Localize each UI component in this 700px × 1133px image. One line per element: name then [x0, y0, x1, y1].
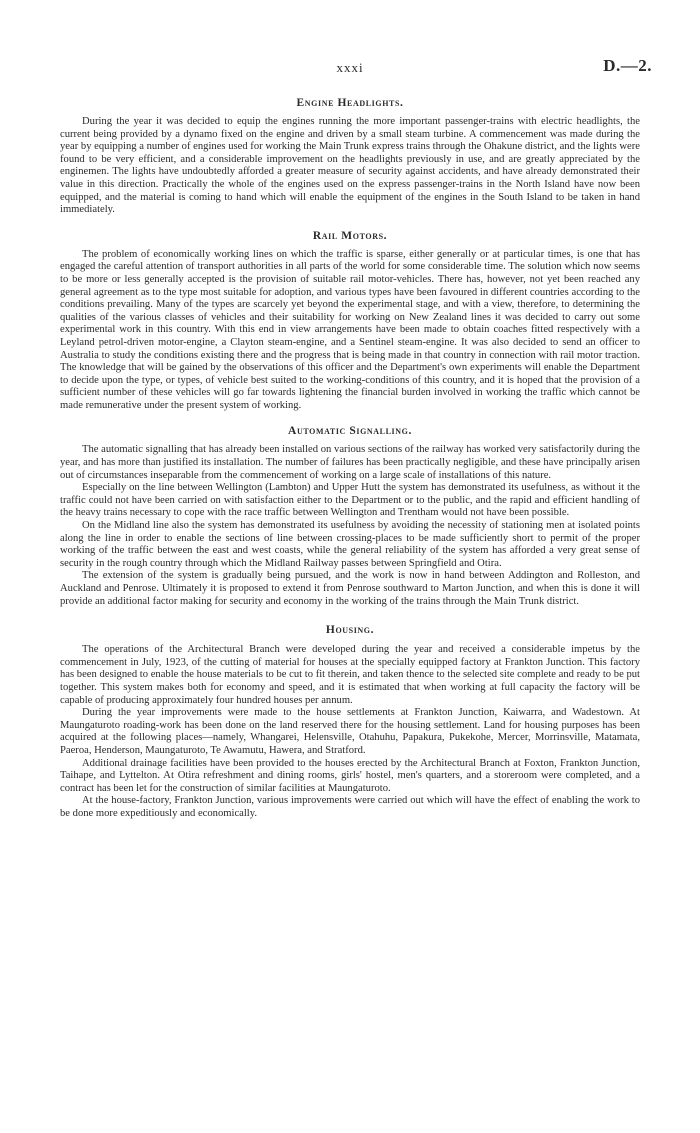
page-number: xxxi: [336, 60, 364, 75]
paragraph: The automatic signalling that has already been installed on various sections of the railway has worked very satisfactorily during the year, and has more than justified its installation. The number of failures has been practically negligible, and these have principally arisen out of circumstances inseparable from the commencement of working on a large scale of installations of this nature.: [60, 444, 640, 481]
paragraph: Additional drainage facilities have been provided to the houses erected by the Architectural Branch at Foxton, Frankton Junction, Taihape, and Lyttelton. At Otira refreshment and dining rooms, girls' hostel, men's quarters, and a storeroom were completed, and a contract has been let for the construction of similar facilities at Maungaturoto.: [60, 757, 640, 794]
section-heading: Rail Motors.: [312, 229, 388, 242]
section-housing: [60, 623, 640, 820]
paragraph: On the Midland line also the system has demonstrated its usefulness by avoiding the necessity of stationing men at isolated points along the line in order to enable the sections of line between crossing-places to be made sufficiently short to permit of the proper working of the traffic between the east and west coasts, while the general reliability of the system has afforded a very great sense of security in the rough country through which the Midland Railway passes between Springfield and Otira.: [60, 520, 640, 569]
section-heading: Engine Headlights.: [296, 97, 404, 109]
paragraph: During the year improvements were made to the house settlements at Frankton Junction, Kaiwarra, and Wadestown. At Maungaturoto roading-work has been done on the land reserved there for the housing settlement. Land for housing purposes has been acquired at the following places—namely, Whangarei, Helensville, Otahuhu, Papakura, Pukekohe, Mercer, Morrinsville, Matamata, Paeroa, Henderson, Maungaturoto, Te Awamutu, Hawera, and Stratford.: [60, 707, 640, 756]
paragraph: During the year it was decided to equip the engines running the more important passenger-trains with electric headlights, the current being provided by a dynamo fixed on the engine and driven by a small steam turbine. A commencement was made during the year by equipping a number of engines used for working the Main Trunk express trains through the Ohakune district, and the lights were found to be very efficient, and a considerable improvement on the headlights previously in use, and are greatly appreciated by the enginemen. The lights have undoubtedly afforded a greater measure of security against accidents, and have already demonstrated their value in this direction. Practically the whole of the engines used on the express passenger-trains in the North Island have now been equipped, and the material is coming to hand which will enable the equipment of the engines in the South Island to be taken in hand immediately.: [60, 116, 640, 216]
paragraph: The extension of the system is gradually being pursued, and the work is now in hand between Addington and Rolleston, and Auckland and Penrose. Ultimately it is proposed to extend it from Penrose southward to Marton Junction, and when this is done it will provide an additional factor making for security and economy in the working of the trains through the Main Trunk district.: [60, 570, 640, 607]
paragraph: Especially on the line between Wellington (Lambton) and Upper Hutt the system has demonstrated its usefulness, as without it the traffic could not have been carried on with satisfaction either to the Department or to the public, and the rapid and efficient handling of the heavy trains necessary to cope with the race traffic between Wellington and Trentham would not have been possible.: [60, 482, 640, 519]
paragraph: The operations of the Architectural Branch were developed during the year and received a considerable impetus by the commencement in July, 1923, of the cutting of material for houses at the specially equipped factory at Frankton Junction. This factory has been designed to enable the house materials to be cut to fit therein, and taken thence to the selected site complete and ready to be put together. This system makes both for economy and speed, and it is estimated that when working at full capacity the factory will be capable of producing approximately four hundred houses per annum.: [60, 644, 640, 706]
document-body: [60, 96, 640, 821]
section-heading: Housing.: [325, 624, 375, 637]
paragraph: The problem of economically working lines on which the traffic is sparse, either generally or at particular times, is one that has engaged the careful attention of transport authorities in all parts of the world for some considerable time. The solution which now seems to be more or less generally accepted is the provision of suitable rail motor-vehicles. There has, however, not yet been reached any general agreement as to the type most suitable for adoption, and various types have been favoured in different countries according to the conditions prevailing. Many of the types are scarcely yet beyond the experimental stage, and with a view, therefore, to determining the qualities of the various classes of vehicles and their suitability for working on New Zealand lines it was decided to carry out some experimental work in this country. With this end in view arrangements have been made to obtain coaches fitted respectively with a Leyland petrol-driven motor-engine, a Clayton steam-engine, and a Sentinel steam-engine. It was also decided to send an officer to Australia to study the conditions existing there and the progress that is being made in that country in connection with rail motor traction. The knowledge that will be gained by the observations of this officer and the Department's own experiments will enable the Department to decide upon the type, or types, of vehicle best suited to the working-conditions of this country, and it is hoped that the provision of a sufficient number of these vehicles will go far towards lightening the financial burden involved in working the traffic which cannot be made remunerative under the present system of working.: [60, 248, 640, 411]
paragraph: At the house-factory, Frankton Junction, various improvements were carried out which will have the effect of enabling the work to be done more expeditiously and economically.: [60, 795, 640, 819]
section-heading: Automatic Signalling.: [288, 425, 412, 438]
section-automatic-signalling: [60, 424, 640, 608]
document-reference: D.—2.: [603, 56, 652, 75]
section-engine-headlights: [60, 96, 640, 217]
section-rail-motors: [60, 229, 640, 413]
